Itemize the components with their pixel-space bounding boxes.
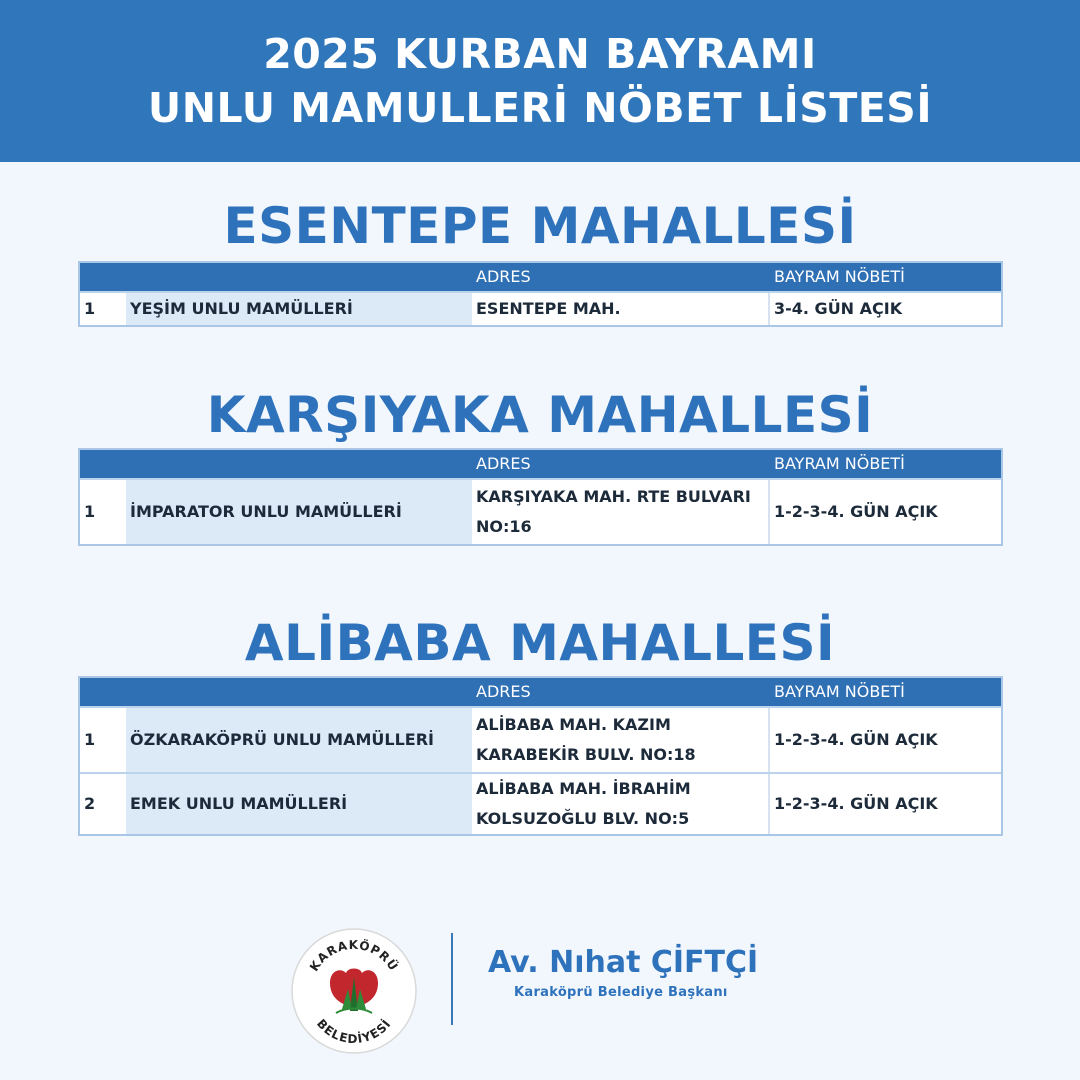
duty-days: 1-2-3-4. GÜN AÇIK [774, 730, 938, 749]
table-karsiyaka [78, 448, 1003, 546]
footer-divider [451, 933, 453, 1025]
bakery-address: ALİBABA MAH. İBRAHİM KOLSUZOĞLU BLV. NO:5 [472, 774, 770, 834]
table-row [80, 706, 1001, 772]
logo-top-text: KARAKÖPRÜ [306, 937, 402, 974]
table-header [80, 263, 1001, 291]
header-title-line2: UNLU MAMULLERİ NÖBET LİSTESİ [147, 84, 933, 132]
table-alibaba [78, 676, 1003, 836]
duty-days: 1-2-3-4. GÜN AÇIK [774, 502, 938, 521]
column-header-duty: BAYRAM NÖBETİ [774, 267, 905, 286]
table-row [80, 478, 1001, 544]
header-banner [0, 0, 1080, 162]
table-row [80, 772, 1001, 834]
column-header-duty: BAYRAM NÖBETİ [774, 682, 905, 701]
section-title-karsiyaka: KARŞIYAKA MAHALLESİ [206, 386, 874, 444]
footer [0, 915, 1080, 1047]
bakery-address: ESENTEPE MAH. [472, 293, 770, 325]
logo-bottom-text: BELEDİYESİ [313, 1016, 394, 1047]
bakery-address: KARŞIYAKA MAH. RTE BULVARI NO:16 [472, 480, 770, 544]
municipality-logo [290, 927, 418, 1055]
table-header [80, 450, 1001, 478]
column-header-address: ADRES [476, 682, 531, 701]
table-row [80, 291, 1001, 325]
bakery-name: İMPARATOR UNLU MAMÜLLERİ [126, 480, 472, 544]
table-esentepe [78, 261, 1003, 327]
column-header-address: ADRES [476, 454, 531, 473]
section-title-alibaba: ALİBABA MAHALLESİ [244, 614, 836, 672]
bakery-address: ALİBABA MAH. KAZIM KARABEKİR BULV. NO:18 [472, 708, 770, 772]
duty-days: 1-2-3-4. GÜN AÇIK [774, 794, 938, 813]
section-title-esentepe: ESENTEPE MAHALLESİ [223, 197, 857, 255]
row-number: 1 [84, 502, 96, 521]
column-header-address: ADRES [476, 267, 531, 286]
mayor-title: Karaköprü Belediye Başkanı [514, 985, 728, 1000]
header-title-line1: 2025 KURBAN BAYRAMI [263, 30, 817, 78]
row-number: 1 [84, 299, 96, 318]
column-header-duty: BAYRAM NÖBETİ [774, 454, 905, 473]
bakery-name: ÖZKARAKÖPRÜ UNLU MAMÜLLERİ [126, 708, 472, 772]
table-header [80, 678, 1001, 706]
duty-days: 3-4. GÜN AÇIK [774, 299, 903, 318]
row-number: 1 [84, 730, 96, 749]
bakery-name: EMEK UNLU MAMÜLLERİ [126, 774, 472, 834]
row-number: 2 [84, 794, 96, 813]
mayor-name: Av. Nıhat ÇİFTÇİ [488, 945, 759, 980]
bakery-name: YEŞİM UNLU MAMÜLLERİ [126, 293, 472, 325]
